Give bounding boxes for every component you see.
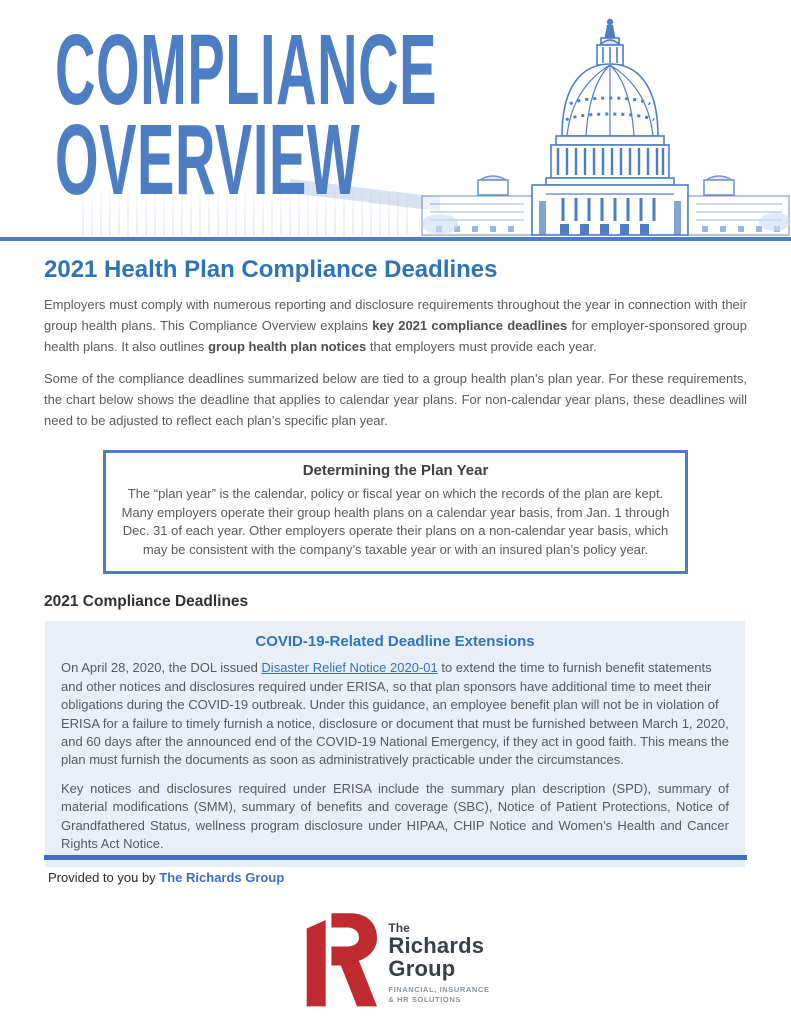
provided-by-text: Provided to you by <box>48 870 160 885</box>
intro-paragraph-1 <box>44 295 747 357</box>
intro-p1-bold-deadlines: key 2021 compliance deadlines <box>372 317 568 333</box>
covid-paragraph-1 <box>61 659 729 770</box>
intro-p1-bold-notices: group health plan notices <box>208 338 367 354</box>
covid-box-title: COVID-19-Related Deadline Extensions <box>255 633 535 651</box>
logo-tagline-line1: FINANCIAL, INSURANCE <box>388 985 490 995</box>
richards-group-logo <box>0 907 791 1007</box>
logo-text-block <box>388 907 489 1005</box>
logo-group: Group <box>388 956 456 982</box>
hero-title-line1: COMPLIANCE <box>55 14 438 126</box>
plan-year-callout-box <box>103 450 688 574</box>
capitol-building-icon <box>420 8 791 237</box>
logo-tagline <box>388 985 489 1005</box>
logo-tagline-line2: & HR SOLUTIONS <box>388 995 461 1005</box>
covid-p1-pre: On April 28, 2020, the DOL issued <box>61 660 262 676</box>
covid-extensions-box <box>45 621 745 867</box>
disaster-relief-notice-link[interactable]: Disaster Relief Notice 2020-01 <box>261 660 438 676</box>
covid-p1-post: to extend the time to furnish benefit statements and other notices and disclosures required under ERISA, so that plan sponsors have additional time to meet their obligations during the COVID-19 outbreak. Under this guidance, an employee benefit plan will not be in violation of ERISA for a failure to timely furnish a notice, disclosure or document that must be furnished between March 1, 2020, and 60 days after the announced end of the COVID-19 National Emergency, if they act in good faith. This means the plan must furnish the documents as soon as administratively practicable under the circumstances. <box>61 660 729 768</box>
footer-divider-rule <box>44 855 747 860</box>
header-divider-rule <box>0 237 791 241</box>
logo-richards: Richards <box>388 933 485 958</box>
logo-the: The <box>388 921 410 935</box>
section-heading-deadlines: 2021 Compliance Deadlines <box>44 593 249 611</box>
header <box>0 0 791 241</box>
intro-p1-post: that employers must provide each year. <box>366 338 597 354</box>
covid-paragraph-2: Key notices and disclosures required under ERISA include the summary plan description (SPD), summary of material modifications (SMM), summary of benefits and coverage (SBC), Notice of Patient Protections, Notice of Grandfathered Status, wellness program disclosure under HIPAA, CHIP Notice and Women’s Health and Cancer Rights Act Notice. <box>61 780 729 852</box>
footer <box>0 855 791 1007</box>
provider-name-link[interactable]: The Richards Group <box>159 870 285 885</box>
intro-paragraph-2: Some of the compliance deadlines summarized below are tied to a group health plan’s plan year. For these requirements, the chart below shows the deadline that applies to calendar year plans. For non-calendar year plans, these deadlines will need to be adjusted to reflect each plan’s specific plan year. <box>44 371 747 428</box>
plan-year-box-title: Determining the Plan Year <box>302 461 489 479</box>
main-content <box>0 241 791 867</box>
intro-p1-mid: for employer-sponsored group health plans. It also outlines <box>44 317 748 354</box>
hero-title-line2: OVERVIEW <box>55 104 361 216</box>
hero-title <box>55 14 438 216</box>
page-title: 2021 Health Plan Compliance Deadlines <box>44 256 498 283</box>
provided-by-line <box>48 870 747 885</box>
logo-r-monogram-icon <box>301 907 377 1007</box>
plan-year-box-body: The “plan year” is the calendar, policy or fiscal year on which the records of the plan are kept. Many employers operate their group health plans on a calendar year basis, from Jan. 1 through Dec. 31 of each year. Other employers operate their plans on a non-calendar year basis, which may be consistent with the company’s taxable year or with an insured plan’s policy year. <box>121 485 670 558</box>
intro-p1-text: Employers must comply with numerous reporting and disclosure requirements throughout the year in connection with their group health plans. This Compliance Overview explains <box>44 297 747 333</box>
